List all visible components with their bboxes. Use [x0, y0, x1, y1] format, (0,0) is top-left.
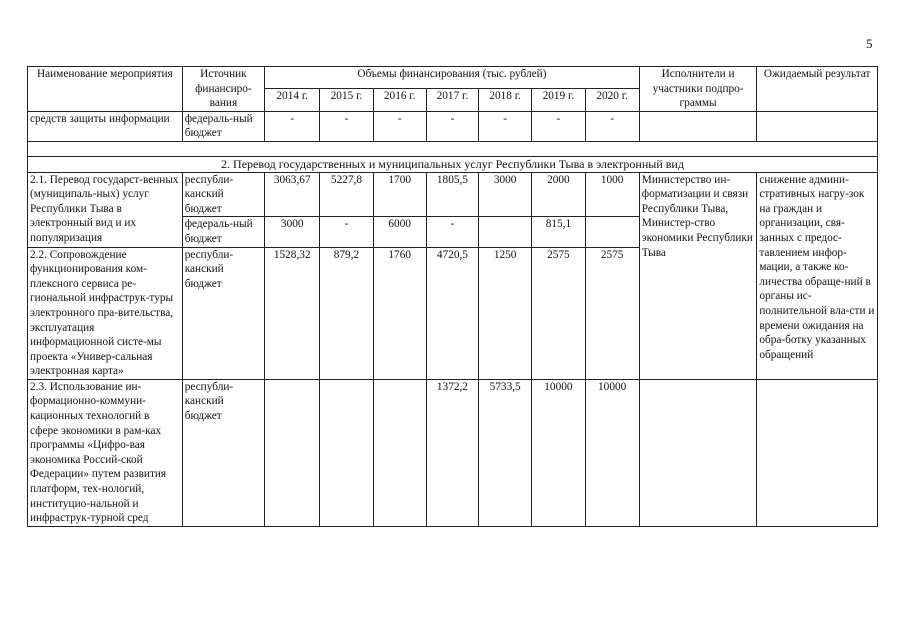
header-funding-group: Объемы финансирования (тыс. рублей) [265, 67, 640, 89]
header-year: 2019 г. [532, 89, 585, 111]
funding-table [27, 66, 878, 527]
result-cell-empty [757, 111, 878, 141]
page-number: 5 [866, 36, 873, 51]
result-cell: снижение админи-стративных нагру-зок на граждан и организации, свя-занных с предос-тавлением инфор-мации, а также ко-личества обраще-ний в органы ис-полнительной вла-сти и времени ожидания на обра-ботку указанных обращений [757, 172, 878, 379]
row-name: 2.1. Перевод государст-венных (муниципаль-ных) услуг Республики Тыва в электронный вид и их популяризация [28, 172, 183, 247]
value-cell: 1700 [373, 172, 426, 217]
value-cell: 879,2 [320, 247, 373, 379]
value-cell: 10000 [532, 379, 585, 526]
header-year: 2014 г. [265, 89, 320, 111]
section-title: 2. Перевод государственных и муниципальных услуг Республики Тыва в электронный вид [28, 156, 878, 172]
value-cell: - [373, 111, 426, 141]
row-source: федераль-ный бюджет [182, 217, 264, 247]
row-source: федераль-ный бюджет [182, 111, 264, 141]
spacer-row [28, 141, 878, 156]
header-source: Источник финансиро-вания [182, 67, 264, 112]
value-cell [265, 379, 320, 526]
value-cell: 1372,2 [426, 379, 478, 526]
header-executors: Исполнители и участники подпро-граммы [639, 67, 757, 112]
row-name: средств защиты информации [28, 111, 183, 141]
value-cell: - [479, 111, 532, 141]
header-row-1 [28, 67, 878, 89]
executors-cell: Министерство ин-форматизации и связи Республики Тыва, Министер-ство экономики Республики Тыва [639, 172, 757, 379]
row-name: 2.3. Использование ин-формационно-коммуни-кационных технологий в сфере экономики в рам-ках программы «Цифро-вая экономика Россий-ской Федерации» путем развития платформ, тех-нологий, институцио-нальной и инфраструк-турной сред [28, 379, 183, 526]
value-cell: 5227,8 [320, 172, 373, 217]
value-cell: 2575 [585, 247, 639, 379]
header-result: Ожидаемый результат [757, 67, 878, 112]
value-cell: - [320, 111, 373, 141]
value-cell: 3063,67 [265, 172, 320, 217]
header-year: 2017 г. [426, 89, 478, 111]
spacer-cell [28, 141, 878, 156]
executors-cell-empty [639, 379, 757, 526]
table-row-2-3 [28, 379, 878, 526]
value-cell: 3000 [265, 217, 320, 247]
value-cell: 1528,32 [265, 247, 320, 379]
value-cell: 1000 [585, 172, 639, 217]
value-cell: - [265, 111, 320, 141]
value-cell: 1805,5 [426, 172, 478, 217]
value-cell [320, 379, 373, 526]
header-year: 2018 г. [479, 89, 532, 111]
row-source: республи-канский бюджет [182, 379, 264, 526]
value-cell [585, 217, 639, 247]
table-row-2-1a [28, 172, 878, 217]
table-row-continuation [28, 111, 878, 141]
value-cell: 2575 [532, 247, 585, 379]
value-cell [479, 217, 532, 247]
value-cell: - [532, 111, 585, 141]
header-name: Наименование мероприятия [28, 67, 183, 112]
value-cell: - [426, 217, 478, 247]
row-source: республи-канский бюджет [182, 172, 264, 217]
value-cell: 10000 [585, 379, 639, 526]
value-cell: 5733,5 [479, 379, 532, 526]
row-source: республи-канский бюджет [182, 247, 264, 379]
value-cell: 4720,5 [426, 247, 478, 379]
value-cell: 3000 [479, 172, 532, 217]
value-cell: 815,1 [532, 217, 585, 247]
value-cell: 6000 [373, 217, 426, 247]
value-cell: 2000 [532, 172, 585, 217]
executors-cell-empty [639, 111, 757, 141]
value-cell [373, 379, 426, 526]
header-year: 2015 г. [320, 89, 373, 111]
row-name: 2.2. Сопровождение функционирования ком-плексного сервиса ре-гиональной инфраструк-туры электронного пра-вительства, эксплуатация информационной систе-мы проекта «Универ-сальная электронная карта» [28, 247, 183, 379]
section-row [28, 156, 878, 172]
value-cell: - [585, 111, 639, 141]
value-cell: - [320, 217, 373, 247]
value-cell: 1250 [479, 247, 532, 379]
header-year: 2020 г. [585, 89, 639, 111]
value-cell: - [426, 111, 478, 141]
header-year: 2016 г. [373, 89, 426, 111]
value-cell: 1760 [373, 247, 426, 379]
result-cell-empty [757, 379, 878, 526]
